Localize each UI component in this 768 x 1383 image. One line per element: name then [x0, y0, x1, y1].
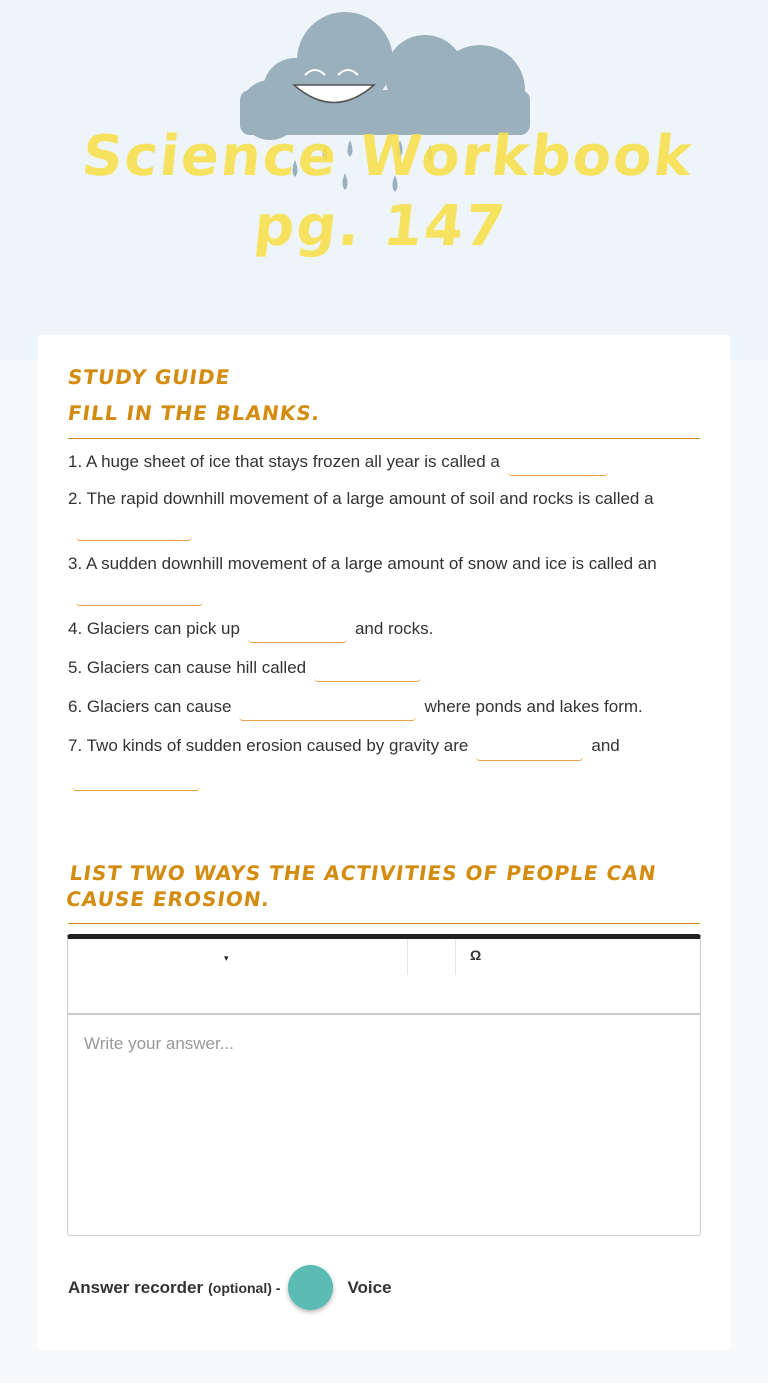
- answer-textarea[interactable]: Write your answer...: [84, 1034, 234, 1053]
- title-line-2: pg. 147: [251, 194, 510, 259]
- recorder-optional: (optional) -: [208, 1279, 281, 1296]
- divider: [68, 438, 700, 439]
- question-text: 5. Glaciers can cause hill called: [68, 658, 307, 677]
- toolbar-button[interactable]: [408, 939, 456, 975]
- question-7: [68, 731, 700, 791]
- question-text: 2. The rapid downhill movement of a large amount of soil and rocks is called a: [68, 489, 654, 508]
- blank-input[interactable]: [248, 621, 347, 643]
- divider: [68, 923, 700, 924]
- question-text: 1. A huge sheet of ice that stays frozen all year is called a: [68, 452, 500, 471]
- answer-recorder: [68, 1265, 392, 1310]
- editor-toolbar: [68, 939, 700, 1015]
- question-6: [68, 693, 700, 721]
- recorder-label: Answer recorder: [68, 1277, 204, 1297]
- header-banner: [0, 0, 768, 360]
- blank-input[interactable]: [72, 769, 200, 791]
- question-3: [68, 550, 700, 606]
- page-title: [0, 122, 768, 262]
- question-1: [68, 448, 700, 476]
- title-line-1: Science Workbook: [79, 124, 697, 189]
- question-5: [68, 654, 700, 682]
- record-button[interactable]: [288, 1265, 333, 1310]
- question-text: where ponds and lakes form.: [424, 697, 643, 716]
- blank-input[interactable]: [508, 454, 608, 476]
- question-text: 4. Glaciers can pick up: [68, 619, 240, 638]
- section-heading-2: LIST TWO WAYS THE ACTIVITIES OF PEOPLE CAN CAUSE EROSION.: [64, 861, 659, 911]
- question-text: 7. Two kinds of sudden erosion caused by gravity are: [68, 736, 469, 755]
- answer-editor: [67, 934, 701, 1236]
- caret-down-icon: ▾: [224, 953, 229, 963]
- worksheet-card: [38, 335, 730, 1350]
- question-text: and rocks.: [354, 619, 434, 638]
- section-subheading: FILL IN THE BLANKS.: [66, 401, 323, 425]
- special-character-icon[interactable]: Ω: [470, 947, 482, 963]
- question-text: 3. A sudden downhill movement of a large amount of snow and ice is called an: [68, 554, 657, 573]
- format-dropdown[interactable]: [68, 939, 408, 975]
- voice-label: Voice: [347, 1277, 392, 1297]
- question-text: and: [591, 736, 620, 755]
- question-4: [68, 615, 700, 643]
- blank-input[interactable]: [314, 660, 421, 682]
- section-heading: STUDY GUIDE: [66, 365, 232, 389]
- question-2: [68, 485, 700, 541]
- blank-input[interactable]: [76, 519, 192, 541]
- question-text: 6. Glaciers can cause: [68, 697, 232, 716]
- blank-input[interactable]: [476, 739, 583, 761]
- blank-input[interactable]: [239, 699, 416, 721]
- blank-input[interactable]: [76, 584, 203, 606]
